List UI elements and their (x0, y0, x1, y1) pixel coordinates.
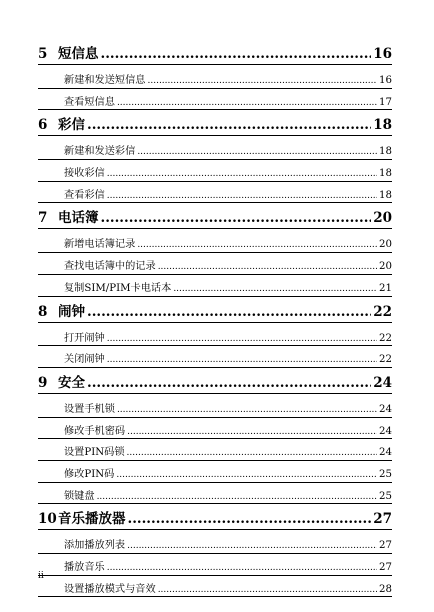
chapter-entry[interactable] (38, 112, 392, 136)
section-entry[interactable] (38, 461, 392, 483)
dot-leader (137, 147, 377, 157)
section-title: 查看彩信 (64, 189, 105, 201)
section-page-number: 20 (379, 261, 392, 273)
dot-leader (97, 492, 377, 502)
section-title: 修改PIN码 (64, 468, 115, 480)
toc-chapter-5 (38, 41, 392, 110)
section-title: 查看短信息 (64, 96, 115, 108)
page-footer-number: ii (38, 571, 44, 581)
section-title: 播放音乐 (64, 562, 105, 573)
section-page-number: 17 (379, 96, 392, 108)
dot-leader (173, 284, 377, 294)
section-page-number: 24 (379, 403, 392, 415)
section-entry[interactable] (38, 253, 392, 275)
chapter-title: 音乐播放器 (58, 511, 126, 528)
section-title: 新建和发送彩信 (64, 146, 136, 158)
dot-leader (148, 76, 378, 86)
chapter-entry[interactable] (38, 299, 392, 323)
section-entry[interactable] (38, 182, 392, 204)
section-entry[interactable] (38, 325, 392, 347)
chapter-number: 5 (38, 46, 48, 62)
dot-leader (107, 191, 377, 201)
section-title: 打开闹钟 (64, 332, 105, 344)
section-entry[interactable] (38, 439, 392, 461)
section-title: 查找电话簿中的记录 (64, 261, 156, 273)
chapter-page-number: 22 (373, 303, 392, 320)
section-page-number: 20 (379, 239, 392, 251)
dot-leader (101, 210, 372, 226)
section-page-number: 18 (379, 168, 392, 180)
section-entry[interactable] (38, 231, 392, 253)
chapter-number: 6 (38, 117, 48, 134)
section-title: 设置PIN码锁 (64, 447, 125, 459)
dot-leader (87, 117, 371, 133)
toc-chapter-10 (38, 506, 392, 597)
section-entry[interactable] (38, 576, 392, 598)
section-page-number: 18 (379, 189, 392, 201)
section-entry[interactable] (38, 396, 392, 418)
section-title: 修改手机密码 (64, 425, 126, 437)
section-page-number: 18 (379, 146, 392, 158)
section-page-number: 22 (379, 354, 392, 366)
toc-chapter-6 (38, 112, 392, 203)
dot-leader (117, 98, 377, 108)
section-entry[interactable] (38, 418, 392, 440)
section-title: 设置播放模式与音效 (64, 583, 156, 595)
section-page-number: 21 (379, 282, 392, 294)
dot-leader (87, 304, 371, 320)
chapter-entry[interactable] (38, 41, 392, 65)
section-entry[interactable] (38, 346, 392, 368)
chapter-title: 短信息 (58, 46, 99, 62)
section-page-number: 27 (379, 540, 392, 552)
chapter-title: 闹钟 (58, 303, 85, 320)
section-page-number: 24 (379, 425, 392, 437)
section-title: 设置手机锁 (64, 403, 115, 415)
section-page-number: 25 (379, 468, 392, 480)
section-page-number: 16 (379, 75, 392, 86)
chapter-number: 10 (38, 511, 57, 528)
chapter-number: 8 (38, 303, 48, 320)
dot-leader (101, 46, 372, 62)
toc-chapter-9 (38, 370, 392, 504)
section-page-number: 24 (379, 447, 392, 459)
dot-leader (137, 240, 377, 250)
section-page-number: 22 (379, 332, 392, 344)
section-title: 新增电话簿记录 (64, 239, 136, 251)
section-entry[interactable] (38, 67, 392, 89)
section-page-number: 28 (379, 583, 392, 595)
section-entry[interactable] (38, 554, 392, 576)
section-entry[interactable] (38, 483, 392, 505)
section-entry[interactable] (38, 138, 392, 160)
section-entry[interactable] (38, 160, 392, 182)
chapter-number: 7 (38, 210, 48, 227)
section-page-number: 27 (379, 562, 392, 573)
section-entry[interactable] (38, 532, 392, 554)
chapter-title: 彩信 (58, 117, 85, 134)
section-title: 添加播放列表 (64, 540, 126, 552)
chapter-entry[interactable] (38, 205, 392, 229)
dot-leader (107, 334, 377, 344)
dot-leader (117, 405, 377, 415)
dot-leader (128, 511, 372, 527)
dot-leader (116, 470, 377, 480)
section-entry[interactable] (38, 89, 392, 111)
chapter-title: 电话簿 (58, 210, 99, 227)
chapter-entry[interactable] (38, 506, 392, 530)
section-title: 锁键盘 (64, 490, 95, 502)
dot-leader (127, 448, 377, 458)
section-title: 新建和发送短信息 (64, 75, 146, 86)
table-of-contents (38, 41, 392, 599)
section-title: 复制SIM/PIM卡电话本 (64, 282, 172, 294)
section-title: 接收彩信 (64, 168, 105, 180)
dot-leader (127, 427, 377, 437)
dot-leader (107, 355, 377, 365)
chapter-entry[interactable] (38, 370, 392, 394)
dot-leader (158, 585, 377, 595)
chapter-page-number: 20 (373, 210, 392, 227)
chapter-page-number: 16 (373, 46, 392, 62)
dot-leader (107, 169, 377, 179)
section-title: 关闭闹钟 (64, 354, 105, 366)
chapter-page-number: 18 (373, 117, 392, 134)
chapter-page-number: 27 (373, 511, 392, 528)
dot-leader (127, 541, 377, 551)
section-entry[interactable] (38, 275, 392, 297)
chapter-title: 安全 (58, 374, 85, 391)
chapter-number: 9 (38, 374, 48, 391)
dot-leader (158, 262, 377, 272)
toc-chapter-8 (38, 299, 392, 368)
dot-leader (87, 375, 371, 391)
chapter-page-number: 24 (373, 374, 392, 391)
toc-chapter-7 (38, 205, 392, 296)
dot-leader (107, 563, 377, 573)
section-page-number: 25 (379, 490, 392, 502)
